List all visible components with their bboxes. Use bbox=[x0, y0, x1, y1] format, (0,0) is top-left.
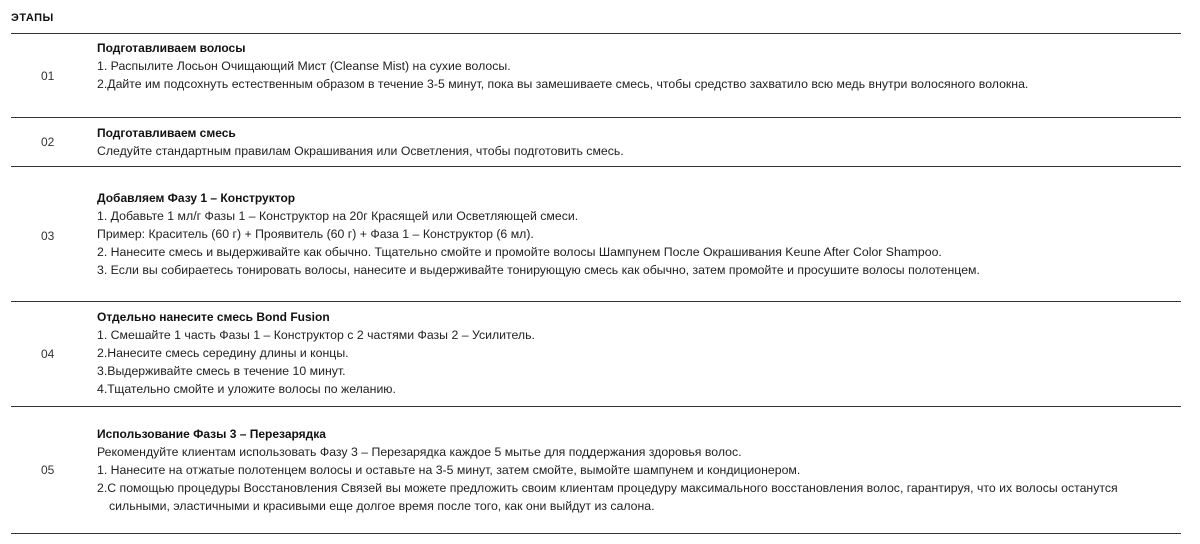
stage-content bbox=[97, 425, 1167, 515]
stage-row-01 bbox=[11, 34, 1181, 117]
stage-line: Пример: Краситель (60 г) + Проявитель (60 г) + Фаза 1 – Конструктор (6 мл). bbox=[97, 227, 534, 241]
stage-line: 2.С помощью процедуры Восстановления Связей вы можете предложить своим клиентам процедуру максимального восстановления волос, гарантируя, что их волосы останутся сильными, эластичными и красивыми еще долгое время после того, как они выйдут из салона. bbox=[97, 481, 1118, 513]
stage-line: 3. Если вы собираетесь тонировать волосы, нанесите и выдерживайте тонирующую смесь как обычно, затем промойте и просушите волосы полотенцем. bbox=[97, 263, 980, 277]
stage-row-02 bbox=[11, 118, 1181, 166]
stage-line: 2.Нанесите смесь середину длины и концы. bbox=[97, 346, 349, 360]
stage-content bbox=[97, 308, 1167, 398]
stage-title: Подготавливаем смесь bbox=[97, 126, 236, 140]
stage-row-04 bbox=[11, 302, 1181, 406]
stage-line: 1. Нанесите на отжатые полотенцем волосы и оставьте на 3-5 минут, затем смойте, вымойте шампунем и кондиционером. bbox=[97, 463, 801, 477]
stage-line: Следуйте стандартным правилам Окрашивания или Осветления, чтобы подготовить смесь. bbox=[97, 144, 624, 158]
stage-number: 03 bbox=[41, 229, 55, 243]
table-header: ЭТАПЫ bbox=[11, 12, 54, 24]
stage-line: 1. Распылите Лосьон Очищающий Мист (Cleanse Mist) на сухие волосы. bbox=[97, 59, 511, 73]
stage-line: 3.Выдерживайте смесь в течение 10 минут. bbox=[97, 364, 346, 378]
stage-content bbox=[97, 39, 1167, 93]
stage-number: 02 bbox=[41, 135, 55, 149]
stage-line: Рекомендуйте клиентам использовать Фазу 3 – Перезарядка каждое 5 мытье для поддержания здоровья волос. bbox=[97, 445, 742, 459]
stage-row-03 bbox=[11, 167, 1181, 301]
stage-content bbox=[97, 189, 1167, 279]
stage-line: 4.Тщательно смойте и уложите волосы по желанию. bbox=[97, 382, 396, 396]
stage-number: 04 bbox=[41, 347, 55, 361]
stage-line: 1. Добавьте 1 мл/г Фазы 1 – Конструктор на 20г Красящей или Осветляющей смеси. bbox=[97, 209, 579, 223]
stage-number: 05 bbox=[41, 463, 55, 477]
stage-title: Отдельно нанесите смесь Bond Fusion bbox=[97, 310, 330, 324]
stage-row-05 bbox=[11, 407, 1181, 533]
stage-content bbox=[97, 124, 1167, 160]
stage-title: Использование Фазы 3 – Перезарядка bbox=[97, 427, 326, 441]
stage-line: 2. Нанесите смесь и выдерживайте как обычно. Тщательно смойте и промойте волосы Шампунем После Окрашивания Keune After Color Shampoo. bbox=[97, 245, 942, 259]
stage-line: 2.Дайте им подсохнуть естественным образом в течение 3-5 минут, пока вы замешиваете смесь, чтобы средство захватило всю медь внутри волосяного волокна. bbox=[97, 77, 1029, 91]
stage-title: Добавляем Фазу 1 – Конструктор bbox=[97, 191, 296, 205]
stage-line: 1. Смешайте 1 часть Фазы 1 – Конструктор с 2 частями Фазы 2 – Усилитель. bbox=[97, 328, 535, 342]
stage-number: 01 bbox=[41, 69, 55, 83]
stage-title: Подготавливаем волосы bbox=[97, 41, 246, 55]
table-bottom-rule bbox=[11, 533, 1181, 534]
